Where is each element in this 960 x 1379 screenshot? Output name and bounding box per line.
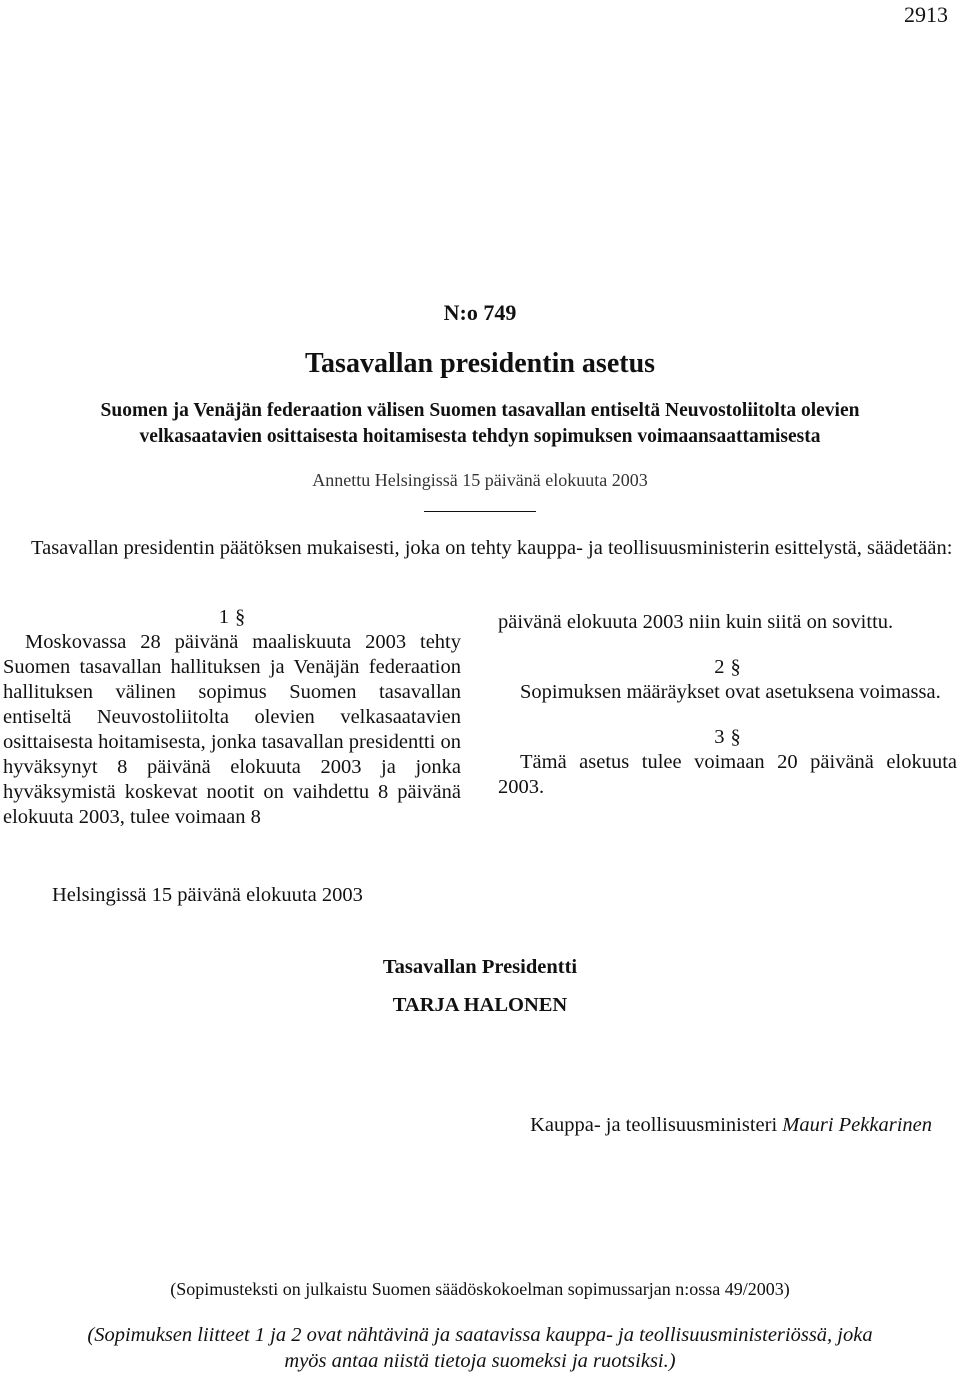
section-sign: § bbox=[730, 656, 741, 678]
section-sign: § bbox=[730, 726, 741, 748]
section-2-text: Sopimuksen määräykset ovat asetuksena voimassa. bbox=[520, 681, 941, 703]
section-number: 2 bbox=[714, 656, 725, 678]
minister-title: Kauppa- ja teollisuusministeri bbox=[530, 1114, 778, 1136]
president-title: Tasavallan Presidentti bbox=[382, 956, 578, 978]
section-1-text-continued: päivänä elokuuta 2003 niin kuin siitä on sovittu. bbox=[498, 611, 894, 633]
subtitle-line: Suomen ja Venäjän federaation välisen Suomen tasavallan entiseltä Neuvostoliitolta olevien bbox=[100, 400, 860, 421]
section-3-text: Tämä asetus tulee voimaan 20 päivänä elokuuta 2003. bbox=[498, 751, 957, 798]
section-number: 3 bbox=[714, 726, 725, 748]
treaty-publication-note: (Sopimusteksti on julkaistu Suomen säädöskokoelman sopimussarjan n:ossa 49/2003) bbox=[170, 1279, 790, 1299]
section-heading-2 bbox=[498, 655, 957, 680]
document-subtitle bbox=[0, 398, 960, 450]
subtitle-line: velkasaatavien osittaisesta hoitamisesta tehdyn sopimuksen voimaansaattamisesta bbox=[139, 426, 821, 447]
minister-name: Mauri Pekkarinen bbox=[782, 1114, 932, 1136]
document-number: N:o 749 bbox=[443, 300, 517, 325]
right-column bbox=[498, 610, 957, 800]
given-date-line: Annettu Helsingissä 15 päivänä elokuuta 2003 bbox=[312, 470, 648, 490]
section-number: 1 bbox=[218, 606, 229, 628]
section-heading-1 bbox=[3, 605, 461, 630]
president-name: TARJA HALONEN bbox=[392, 994, 568, 1016]
annexes-note-line: (Sopimuksen liitteet 1 ja 2 ovat nähtävinä ja saatavissa kauppa- ja teollisuusministeriössä, joka bbox=[87, 1324, 873, 1346]
section-heading-3 bbox=[498, 725, 957, 750]
section-sign: § bbox=[235, 606, 246, 628]
intro-paragraph: Tasavallan presidentin päätöksen mukaisesti, joka on tehty kauppa- ja teollisuusministerin esittelystä, säädetään: bbox=[31, 537, 953, 559]
page-number: 2913 bbox=[904, 2, 948, 27]
section-1-text: Moskovassa 28 päivänä maaliskuuta 2003 tehty Suomen tasavallan hallituksen ja Venäjän federaation hallituksen välinen sopimus Suomen tasavallan entiseltä Neuvostoliitolta olevien velkasaatavien osittaisesta hoitamisesta, jonka tasavallan presidentti on hyväksynyt 8 päivänä elokuuta 2003 ja jonka hyväksymistä koskevat nootit on vaihdettu 8 päivänä elokuuta 2003, tulee voimaan 8 bbox=[3, 631, 461, 828]
annexes-note-line: myös antaa niistä tietoja suomeksi ja ruotsiksi.) bbox=[284, 1350, 676, 1372]
left-column bbox=[3, 605, 461, 830]
annexes-note bbox=[0, 1322, 960, 1374]
minister-signature bbox=[530, 1114, 932, 1137]
place-and-date: Helsingissä 15 päivänä elokuuta 2003 bbox=[52, 884, 363, 906]
document-title: Tasavallan presidentin asetus bbox=[304, 348, 656, 379]
divider-rule bbox=[424, 511, 536, 512]
